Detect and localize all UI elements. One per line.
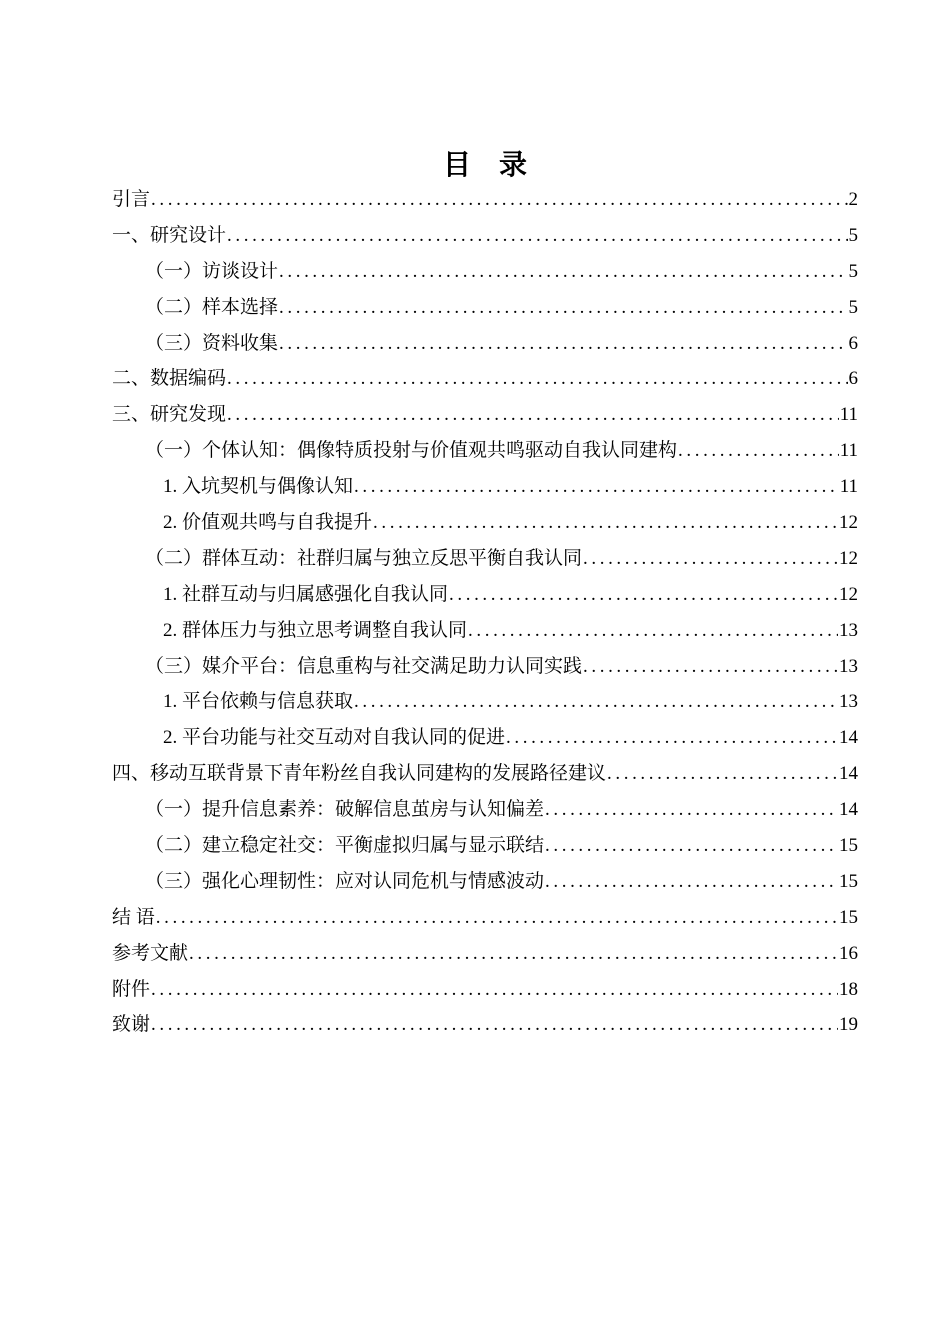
toc-dot-leader (354, 469, 839, 505)
toc-entry-label: 1. 社群互动与归属感强化自我认同 (163, 583, 449, 605)
toc-entry-page-number: 13 (839, 619, 858, 641)
toc-entry[interactable] (112, 326, 858, 362)
toc-entry-page-number: 11 (839, 404, 858, 426)
toc-entry-label: 附件 (112, 978, 151, 1000)
toc-entry[interactable] (112, 397, 858, 433)
toc-dot-leader (545, 828, 838, 864)
toc-entry-page-number: 12 (839, 583, 858, 605)
toc-entry[interactable] (112, 936, 858, 972)
toc-dot-leader (279, 254, 847, 290)
toc-entry-label: （一）个体认知：偶像特质投射与价值观共鸣驱动自我认同建构 (145, 440, 678, 462)
toc-entry-label: 四、移动互联背景下青年粉丝自我认同建构的发展路径建议 (112, 763, 607, 785)
toc-entry-label: 引言 (112, 189, 151, 210)
toc-dot-leader (151, 1007, 838, 1043)
toc-entry[interactable] (112, 505, 858, 541)
toc-entry-page-number: 2 (848, 189, 858, 210)
toc-entry-page-number: 18 (839, 978, 858, 1000)
toc-entry-page-number: 19 (839, 1014, 858, 1036)
toc-entry[interactable] (112, 218, 858, 254)
toc-dot-leader (583, 649, 838, 685)
toc-entry-page-number: 12 (839, 512, 858, 534)
toc-dot-leader (189, 936, 838, 972)
toc-dot-leader (545, 864, 838, 900)
toc-entry[interactable] (112, 541, 858, 577)
toc-dot-leader (607, 756, 838, 792)
toc-entry[interactable] (112, 900, 858, 936)
toc-entry-label: （三）资料收集 (145, 332, 279, 354)
toc-entry[interactable] (112, 469, 858, 505)
toc-dot-leader (468, 613, 838, 649)
toc-entry-page-number: 5 (848, 224, 858, 246)
toc-dot-leader (678, 433, 839, 469)
toc-entry-label: （一）访谈设计 (145, 260, 279, 282)
toc-entry-page-number: 15 (839, 870, 858, 892)
toc-entry-label: （三）媒介平台：信息重构与社交满足助力认同实践 (145, 655, 583, 677)
toc-entry-label: （一）提升信息素养：破解信息茧房与认知偏差 (145, 799, 545, 821)
toc-entry-page-number: 11 (839, 476, 858, 498)
toc-dot-leader (279, 326, 847, 362)
toc-dot-leader (151, 182, 847, 218)
toc-title: 目 录 (442, 150, 527, 181)
toc-entry-page-number: 13 (839, 691, 858, 713)
toc-entry[interactable] (112, 254, 858, 290)
toc-dot-leader (151, 972, 838, 1008)
toc-entry-page-number: 15 (839, 835, 858, 857)
toc-entry[interactable] (112, 1007, 858, 1043)
toc-entry-page-number: 16 (839, 942, 858, 964)
toc-entry[interactable] (112, 613, 858, 649)
toc-entry[interactable] (112, 792, 858, 828)
toc-entry[interactable] (112, 756, 858, 792)
toc-dot-leader (583, 541, 838, 577)
toc-entry[interactable] (112, 972, 858, 1008)
toc-entry-page-number: 14 (839, 727, 858, 749)
toc-entry[interactable] (112, 182, 858, 218)
toc-dot-leader (279, 290, 847, 326)
toc-entry-page-number: 11 (839, 440, 858, 462)
toc-dot-leader (506, 720, 838, 756)
toc-entry[interactable] (112, 864, 858, 900)
toc-entry-page-number: 13 (839, 655, 858, 677)
toc-entry-page-number: 5 (848, 260, 858, 282)
toc-dot-leader (373, 505, 838, 541)
toc-entry-label: 致谢 (112, 1014, 151, 1036)
toc-dot-leader (227, 397, 839, 433)
toc-entry[interactable] (112, 684, 858, 720)
toc-entry-label: 1. 入坑契机与偶像认知 (163, 476, 354, 498)
toc-dot-leader (156, 900, 838, 936)
toc-dot-leader (354, 684, 838, 720)
toc-entry[interactable] (112, 433, 858, 469)
toc-entry-label: 二、数据编码 (112, 368, 227, 390)
toc-entry-label: （二）群体互动：社群归属与独立反思平衡自我认同 (145, 547, 583, 569)
toc-entry-page-number: 14 (839, 799, 858, 821)
toc-list (112, 182, 858, 1043)
toc-entry-page-number: 15 (839, 906, 858, 928)
toc-entry-label: （二）建立稳定社交：平衡虚拟归属与显示联结 (145, 835, 545, 857)
toc-entry-label: 一、研究设计 (112, 224, 227, 246)
toc-entry-label: 2. 价值观共鸣与自我提升 (163, 512, 373, 534)
toc-entry[interactable] (112, 649, 858, 685)
toc-entry-label: （二）样本选择 (145, 296, 279, 318)
toc-entry-label: 2. 平台功能与社交互动对自我认同的促进 (163, 727, 506, 749)
toc-entry-label: 三、研究发现 (112, 404, 227, 426)
toc-dot-leader (545, 792, 838, 828)
toc-entry-label: （三）强化心理韧性：应对认同危机与情感波动 (145, 870, 545, 892)
toc-dot-leader (449, 577, 838, 613)
toc-entry[interactable] (112, 361, 858, 397)
toc-entry-page-number: 14 (839, 763, 858, 785)
toc-entry[interactable] (112, 828, 858, 864)
toc-dot-leader (227, 361, 847, 397)
toc-entry-page-number: 6 (848, 332, 858, 354)
toc-entry[interactable] (112, 577, 858, 613)
toc-entry-page-number: 6 (848, 368, 858, 390)
toc-dot-leader (227, 218, 847, 254)
toc-entry[interactable] (112, 720, 858, 756)
toc-entry-label: 1. 平台依赖与信息获取 (163, 691, 354, 713)
toc-entry-label: 2. 群体压力与独立思考调整自我认同 (163, 619, 468, 641)
toc-entry-page-number: 12 (839, 547, 858, 569)
toc-entry-label: 参考文献 (112, 942, 189, 964)
toc-entry[interactable] (112, 290, 858, 326)
toc-entry-page-number: 5 (848, 296, 858, 318)
toc-entry-label: 结 语 (112, 906, 155, 928)
